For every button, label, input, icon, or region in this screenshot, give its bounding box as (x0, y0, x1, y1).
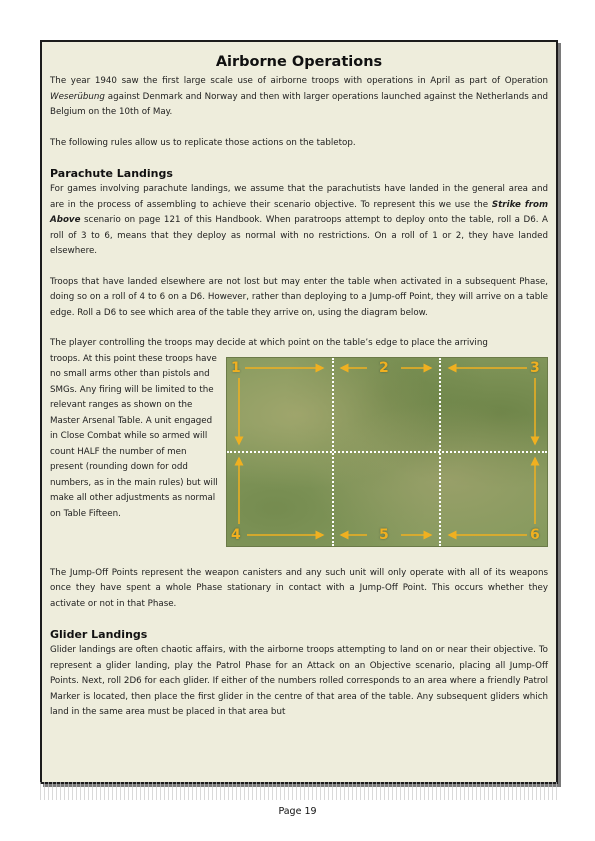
parachute-text-b: scenario on page 121 of this Handbook. When paratroops attempt to deploy onto the table, roll a D6. A roll of 3 to 6, means that they deploy as normal with no restrictions. On a roll of 1 or 2, they have landed elsewhere. (50, 215, 548, 256)
page-panel (40, 40, 558, 784)
glider-paragraph-1: Glider landings are often chaotic affairs, with the airborne troops attempting to land on or near their objective. To represent a glider landing, play the Patrol Phase for an Attack on an Objective scenario, placing all Jump-Off Points. Next, roll 2D6 for each glider. If either of the numbers rolled corresponds to an area where a friendly Patrol Marker is located, then place the first glider in the centre of that area of the table. Any subsequent gliders which land in the same area must be placed in that area but (50, 645, 548, 717)
area-label-6: 6 (530, 526, 540, 543)
intro-paragraph-1 (50, 74, 548, 121)
page-number: Page 19 (278, 806, 317, 817)
page-title: Airborne Operations (215, 54, 383, 70)
parachute-paragraph-1 (50, 182, 548, 260)
parachute-paragraph-2: Troops that have landed elsewhere are not lost but may enter the table when activated in a subsequent Phase, doing so on a roll of 4 to 6 on a D6. However, rather than deploying to a Jump-off Point, they will arrive on a table edge. Roll a D6 to see which area of the table they arrive on, using the diagram below. (50, 276, 548, 318)
intro-text-a: The year 1940 saw the first large scale use of airborne troops with operations in April as part of Operation (50, 76, 548, 86)
page-content (50, 52, 548, 721)
parachute-paragraph-3-wrap: troops. At this point these troops have no small arms other than pistols and SMGs. Any firing will be limited to the relevant ranges as shown on the Master Arsenal Table. A unit engaged in Close Combat while so armed will count HALF the number of men present (rounding down for odd numbers, as in the main rules) but will make all other adjustments as normal on Table Fifteen. (50, 353, 218, 519)
area-label-4: 4 (231, 526, 241, 543)
parachute-paragraph-3-lead: The player controlling the troops may decide at which point on the table’s edge to place the arriving (50, 338, 488, 348)
area-label-5: 5 (379, 526, 389, 543)
parachute-paragraph-4: The Jump-Off Points represent the weapon canisters and any such unit will only operate with all of its weapons once they have spent a whole Phase stationary in contact with a Jump-Off Point. This occurs whether they activate or not in that Phase. (50, 567, 548, 609)
area-label-2: 2 (379, 359, 389, 376)
operation-name: Weserübung (50, 91, 105, 102)
parachute-text-a: For games involving parachute landings, we assume that the parachutists have landed in the general area and are in the process of assembling to achieve their scenario objective. To represent this we use the (50, 184, 548, 210)
diagram-section (50, 352, 548, 551)
edge-arrows (227, 358, 547, 546)
intro-paragraph-2: The following rules allow us to replicate those actions on the tabletop. (50, 137, 356, 148)
area-label-1: 1 (231, 359, 241, 376)
page-bottom-edge (40, 782, 558, 800)
parachute-heading: Parachute Landings (50, 167, 173, 180)
scenario-name: Strike from Above (50, 199, 549, 225)
glider-heading: Glider Landings (50, 628, 148, 641)
area-label-3: 3 (530, 359, 540, 376)
intro-text-b: against Denmark and Norway and then with larger operations launched against the Netherlands and Belgium on the 10th of May. (50, 91, 548, 117)
table-area-diagram (226, 357, 548, 547)
